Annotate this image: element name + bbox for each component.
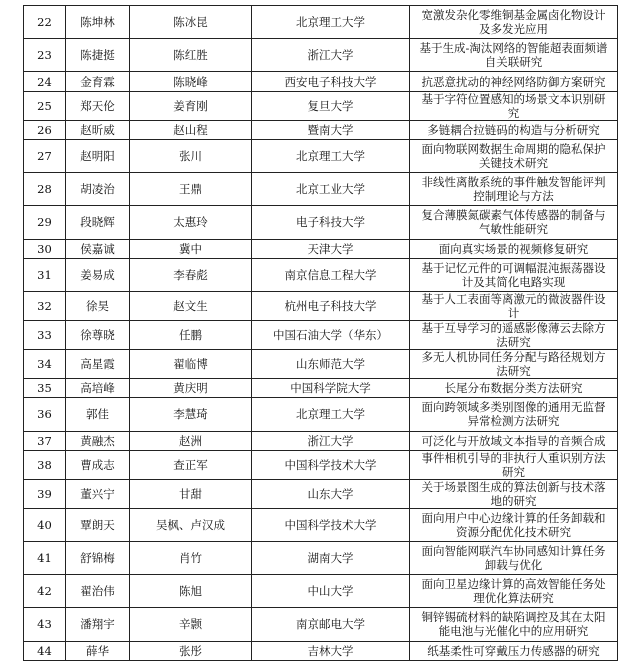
- research-topic: 多链耦合拉链码的构造与分析研究: [410, 120, 618, 139]
- student-name: 董兴宁: [66, 479, 130, 508]
- student-name: 高培峰: [66, 379, 130, 398]
- advisor-name: 辛颢: [130, 608, 252, 641]
- advisor-name: 赵文生: [130, 292, 252, 321]
- advisor-name: 陈红胜: [130, 39, 252, 72]
- row-number: 42: [24, 575, 66, 608]
- table-row: [24, 350, 618, 379]
- row-number: 38: [24, 450, 66, 479]
- table-row: [24, 6, 618, 39]
- row-number: 43: [24, 608, 66, 641]
- university-name: 电子科技大学: [252, 206, 410, 239]
- university-name: 北京理工大学: [252, 398, 410, 431]
- research-topic: 面向跨领域多类别图像的通用无监督异常检测方法研究: [410, 398, 618, 431]
- advisor-name: 赵山程: [130, 120, 252, 139]
- table-row: [24, 292, 618, 321]
- research-topic: 事件相机引导的非执行人重识别方法研究: [410, 450, 618, 479]
- row-number: 30: [24, 239, 66, 258]
- research-topic: 基于生成-淘汰网络的智能超表面频谱自关联研究: [410, 39, 618, 72]
- table-row: [24, 508, 618, 541]
- research-topic: 非线性离散系统的事件触发智能评判控制理论与方法: [410, 173, 618, 206]
- advisor-name: 任鹏: [130, 321, 252, 350]
- research-topic: 长尾分布数据分类方法研究: [410, 379, 618, 398]
- university-name: 南京邮电大学: [252, 608, 410, 641]
- student-name: 段晓辉: [66, 206, 130, 239]
- university-name: 中山大学: [252, 575, 410, 608]
- advisor-name: 翟临博: [130, 350, 252, 379]
- table-row: [24, 321, 618, 350]
- research-topic: 铜锌锡硫材料的缺陷调控及其在太阳能电池与光催化中的应用研究: [410, 608, 618, 641]
- table-row: [24, 173, 618, 206]
- research-topic: 基于互导学习的遥感影像薄云去除方法研究: [410, 321, 618, 350]
- advisor-name: 陈晓峰: [130, 72, 252, 91]
- table-row: [24, 239, 618, 258]
- student-name: 覃朗天: [66, 508, 130, 541]
- row-number: 37: [24, 431, 66, 450]
- table-row: [24, 91, 618, 120]
- advisor-name: 黄庆明: [130, 379, 252, 398]
- university-name: 北京工业大学: [252, 173, 410, 206]
- research-topic: 基于字符位置感知的场景文本识别研究: [410, 91, 618, 120]
- table-row: [24, 379, 618, 398]
- research-topic: 基于人工表面等离激元的微波器件设计: [410, 292, 618, 321]
- student-name: 潘翔宇: [66, 608, 130, 641]
- research-topic: 关于场景图生成的算法创新与技术落地的研究: [410, 479, 618, 508]
- university-name: 中国科学技术大学: [252, 508, 410, 541]
- research-topic: 可泛化与开放域文本指导的音频合成: [410, 431, 618, 450]
- university-name: 吉林大学: [252, 641, 410, 660]
- student-name: 赵昕威: [66, 120, 130, 139]
- row-number: 35: [24, 379, 66, 398]
- row-number: 24: [24, 72, 66, 91]
- row-number: 26: [24, 120, 66, 139]
- advisor-name: 吴枫、卢汉成: [130, 508, 252, 541]
- student-name: 侯嘉诚: [66, 239, 130, 258]
- university-name: 西安电子科技大学: [252, 72, 410, 91]
- row-number: 23: [24, 39, 66, 72]
- university-name: 山东大学: [252, 479, 410, 508]
- table-row: [24, 39, 618, 72]
- row-number: 25: [24, 91, 66, 120]
- student-name: 黄融杰: [66, 431, 130, 450]
- table-row: [24, 258, 618, 291]
- advisor-name: 甘甜: [130, 479, 252, 508]
- table-row: [24, 541, 618, 574]
- university-name: 北京理工大学: [252, 6, 410, 39]
- research-topic: 面向卫星边缘计算的高效智能任务处理优化算法研究: [410, 575, 618, 608]
- advisor-name: 陈旭: [130, 575, 252, 608]
- university-name: 山东师范大学: [252, 350, 410, 379]
- research-topic: 纸基柔性可穿戴压力传感器的研究: [410, 641, 618, 660]
- row-number: 31: [24, 258, 66, 291]
- advisor-name: 赵洲: [130, 431, 252, 450]
- row-number: 41: [24, 541, 66, 574]
- university-name: 中国石油大学（华东）: [252, 321, 410, 350]
- row-number: 32: [24, 292, 66, 321]
- advisor-name: 冀中: [130, 239, 252, 258]
- table-row: [24, 120, 618, 139]
- table-row: [24, 431, 618, 450]
- university-name: 暨南大学: [252, 120, 410, 139]
- table-row: [24, 608, 618, 641]
- student-name: 曹成志: [66, 450, 130, 479]
- advisor-name: 张川: [130, 139, 252, 172]
- university-name: 浙江大学: [252, 431, 410, 450]
- student-name: 高星霞: [66, 350, 130, 379]
- row-number: 33: [24, 321, 66, 350]
- table-row: [24, 72, 618, 91]
- student-name: 金育霖: [66, 72, 130, 91]
- advisor-name: 李慧琦: [130, 398, 252, 431]
- advisor-name: 陈冰昆: [130, 6, 252, 39]
- row-number: 28: [24, 173, 66, 206]
- research-topic: 面向智能网联汽车协同感知计算任务卸载与优化: [410, 541, 618, 574]
- university-name: 南京信息工程大学: [252, 258, 410, 291]
- student-name: 赵明阳: [66, 139, 130, 172]
- research-topic: 复合薄膜氮碳素气体传感器的制备与气敏性能研究: [410, 206, 618, 239]
- student-name: 郑天伦: [66, 91, 130, 120]
- student-name: 郭佳: [66, 398, 130, 431]
- university-name: 天津大学: [252, 239, 410, 258]
- table-row: [24, 206, 618, 239]
- university-name: 浙江大学: [252, 39, 410, 72]
- university-name: 北京理工大学: [252, 139, 410, 172]
- advisor-name: 查正军: [130, 450, 252, 479]
- row-number: 39: [24, 479, 66, 508]
- advisor-name: 李春彪: [130, 258, 252, 291]
- student-name: 舒锦梅: [66, 541, 130, 574]
- research-topic: 多无人机协同任务分配与路径规划方法研究: [410, 350, 618, 379]
- row-number: 44: [24, 641, 66, 660]
- table-row: [24, 139, 618, 172]
- advisor-name: 肖竹: [130, 541, 252, 574]
- advisor-name: 姜育刚: [130, 91, 252, 120]
- student-name: 翟治伟: [66, 575, 130, 608]
- award-list-table: [23, 5, 618, 661]
- research-topic: 面向用户中心边缘计算的任务卸载和资源分配优化技术研究: [410, 508, 618, 541]
- table-row: [24, 479, 618, 508]
- table-row: [24, 398, 618, 431]
- university-name: 杭州电子科技大学: [252, 292, 410, 321]
- research-topic: 面向物联网数据生命周期的隐私保护关键技术研究: [410, 139, 618, 172]
- research-topic: 面向真实场景的视频修复研究: [410, 239, 618, 258]
- row-number: 34: [24, 350, 66, 379]
- university-name: 湖南大学: [252, 541, 410, 574]
- student-name: 陈捷挺: [66, 39, 130, 72]
- row-number: 29: [24, 206, 66, 239]
- student-name: 徐尊晓: [66, 321, 130, 350]
- row-number: 36: [24, 398, 66, 431]
- student-name: 姜易成: [66, 258, 130, 291]
- university-name: 中国科学院大学: [252, 379, 410, 398]
- table-row: [24, 575, 618, 608]
- research-topic: 宽激发杂化零维铜基金属卤化物设计及多发光应用: [410, 6, 618, 39]
- table-row: [24, 450, 618, 479]
- student-name: 胡凌治: [66, 173, 130, 206]
- advisor-name: 王鼎: [130, 173, 252, 206]
- advisor-name: 张彤: [130, 641, 252, 660]
- research-topic: 抗恶意扰动的神经网络防御方案研究: [410, 72, 618, 91]
- university-name: 复旦大学: [252, 91, 410, 120]
- university-name: 中国科学技术大学: [252, 450, 410, 479]
- row-number: 22: [24, 6, 66, 39]
- research-topic: 基于记忆元件的可调幅混沌振荡器设计及其简化电路实现: [410, 258, 618, 291]
- row-number: 40: [24, 508, 66, 541]
- table-body: [24, 6, 618, 661]
- student-name: 薛华: [66, 641, 130, 660]
- student-name: 陈坤林: [66, 6, 130, 39]
- advisor-name: 太惠玲: [130, 206, 252, 239]
- student-name: 徐昊: [66, 292, 130, 321]
- row-number: 27: [24, 139, 66, 172]
- table-row: [24, 641, 618, 660]
